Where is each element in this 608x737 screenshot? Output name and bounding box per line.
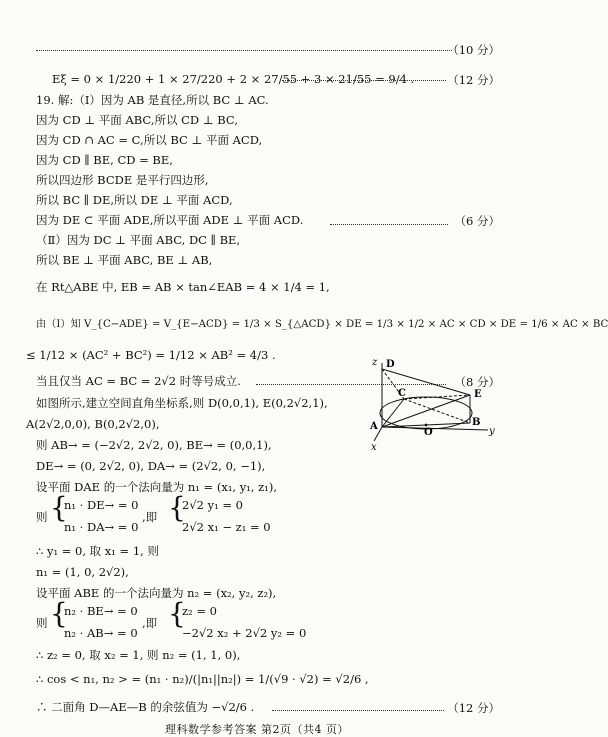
leader-dots xyxy=(282,80,446,81)
system-equation: z₂ = 0 xyxy=(182,604,217,618)
score-label: （6 分） xyxy=(454,214,500,228)
system-prefix: 则 xyxy=(36,510,48,524)
volume-formula: 由（Ⅰ）知 V_{C−ADE} = V_{E−ACD} = 1/3 × S_{△ACD} × DE = 1/3 × 1/2 × AC × CD × DE = 1/6 × AC × BC xyxy=(36,319,608,330)
system-equation: n₂ · AB→ = 0 xyxy=(64,626,138,640)
system-equation: −2√2 x₂ + 2√2 y₂ = 0 xyxy=(182,626,307,640)
final-answer: ∴ 二面角 D—AE—B 的余弦值为 −√2/6 . xyxy=(36,700,255,714)
leader-dots xyxy=(36,50,452,51)
leader-dots xyxy=(330,224,448,225)
brace-glyph: { xyxy=(168,491,186,524)
system-connector: ,即 xyxy=(142,616,158,630)
score-label: （12 分） xyxy=(447,701,500,715)
expectation-line xyxy=(0,68,514,90)
solution-step: 在 Rt△ABE 中, EB = AB × tan∠EAB = 4 × 1/4 = 1, xyxy=(36,280,330,294)
brace-glyph: { xyxy=(50,597,68,630)
solution-step: 所以 BC ∥ DE,所以 DE ⊥ 平面 ACD, xyxy=(36,193,233,207)
solution-step: ∴ y₁ = 0, 取 x₁ = 1, 则 xyxy=(36,544,159,558)
solution-step: A(2√2,0,0), B(0,2√2,0), xyxy=(26,417,160,431)
solution-step: 设平面 ABE 的一个法向量为 n₂ = (x₂, y₂, z₂), xyxy=(36,586,277,600)
point-label-D: D xyxy=(386,359,395,370)
solution-step: n₁ = (1, 0, 2√2), xyxy=(36,565,129,579)
inequality-formula: ≤ 1/12 × (AC² + BC²) = 1/12 × AB² = 4/3 . xyxy=(26,348,276,362)
point-label-O: O xyxy=(424,427,433,438)
system-connector: ,即 xyxy=(142,510,158,524)
system-equation: n₁ · DE→ = 0 xyxy=(64,498,139,512)
cosine-formula: ∴ cos < n₁, n₂ > = (n₁ · n₂)/(|n₁||n₂|) = 1/(√9 · √2) = √2/6 , xyxy=(36,672,369,686)
brace-glyph: { xyxy=(50,491,68,524)
axis-label-y: y xyxy=(489,426,495,437)
problem-heading: 19. 解:（Ⅰ）因为 AB 是直径,所以 BC ⊥ AC. xyxy=(36,93,269,107)
system-prefix: 则 xyxy=(36,616,48,630)
score-label: （10 分） xyxy=(447,43,500,57)
point-label-C: C xyxy=(398,388,406,399)
brace-glyph: { xyxy=(168,597,186,630)
solution-step: ∴ z₂ = 0, 取 x₂ = 1, 则 n₂ = (1, 1, 0), xyxy=(36,648,241,662)
system-equation: n₁ · DA→ = 0 xyxy=(64,520,139,534)
score-label: （8 分） xyxy=(454,375,500,389)
system-equation: n₂ · BE→ = 0 xyxy=(64,604,138,618)
solution-step: 因为 CD ∩ AC = C,所以 BC ⊥ 平面 ACD, xyxy=(36,133,263,147)
point-label-E: E xyxy=(474,389,482,400)
point-label-A: A xyxy=(370,421,378,432)
vector-line: DE→ = (0, 2√2, 0), DA→ = (2√2, 0, −1), xyxy=(36,459,266,473)
point-label-B: B xyxy=(472,417,481,428)
solution-step: 当且仅当 AC = BC = 2√2 时等号成立. xyxy=(36,374,241,388)
leader-dots xyxy=(272,710,444,711)
score-label: （12 分） xyxy=(447,73,500,87)
solution-step: 如图所示,建立空间直角坐标系,则 D(0,0,1), E(0,2√2,1), xyxy=(36,396,328,410)
solution-step: 因为 CD ⊥ 平面 ABC,所以 CD ⊥ BC, xyxy=(36,113,238,127)
axis-label-x: x xyxy=(371,442,377,453)
solution-step: 所以 BE ⊥ 平面 ABC, BE ⊥ AB, xyxy=(36,253,213,267)
system-equation: 2√2 y₁ = 0 xyxy=(182,498,243,512)
solution-step: 因为 CD ∥ BE, CD = BE, xyxy=(36,153,173,167)
system-equation: 2√2 x₁ − z₁ = 0 xyxy=(182,520,271,534)
geometry-figure xyxy=(370,355,500,455)
axis-label-z: z xyxy=(372,357,378,368)
page-footer: 理科数学参考答案 第2页（共4 页） xyxy=(165,723,349,736)
solution-step: 因为 DE ⊂ 平面 ADE,所以平面 ADE ⊥ 平面 ACD. xyxy=(36,213,304,227)
vector-line: 则 AB→ = (−2√2, 2√2, 0), BE→ = (0,0,1), xyxy=(36,438,272,452)
expectation-formula: Eξ = 0 × 1/220 + 1 × 27/220 + 2 × 27/55 + 3 × 21/55 = 9/4 . xyxy=(52,72,415,86)
solution-step: 所以四边形 BCDE 是平行四边形, xyxy=(36,173,209,187)
solution-step: 设平面 DAE 的一个法向量为 n₁ = (x₁, y₁, z₁), xyxy=(36,480,277,494)
solution-step: （Ⅱ）因为 DC ⊥ 平面 ABC, DC ∥ BE, xyxy=(36,233,241,247)
